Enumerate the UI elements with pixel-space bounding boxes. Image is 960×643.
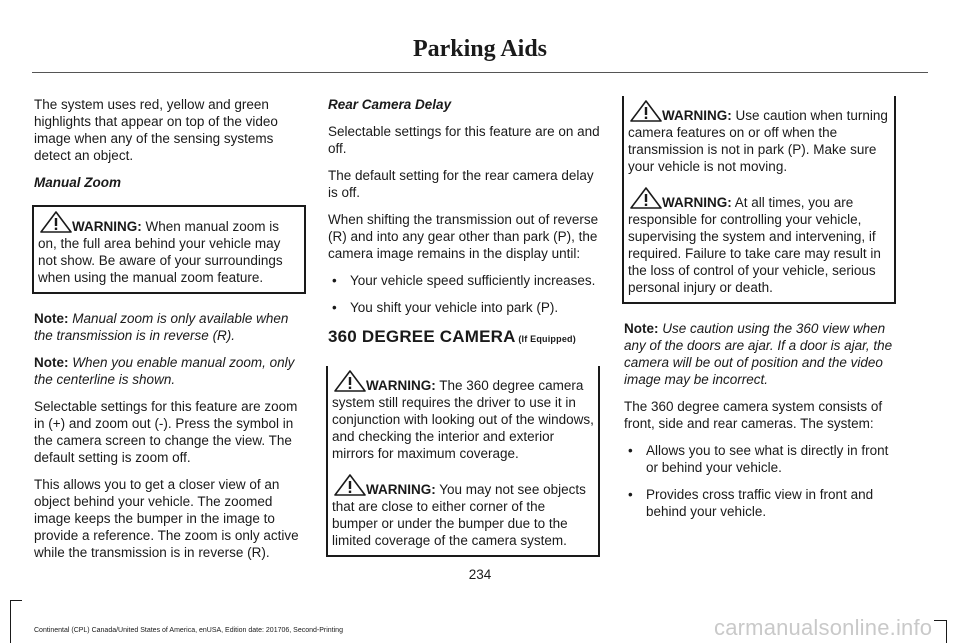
bullet-list xyxy=(328,272,600,316)
warning-label: WARNING: xyxy=(662,195,732,210)
section-title-suffix: (If Equipped) xyxy=(515,334,576,344)
crop-mark xyxy=(946,620,947,643)
column-1 xyxy=(34,96,306,571)
paragraph: This allows you to get a closer view of an object behind your vehicle. The zoomed image keeps the bumper in the image to provide a reference. The zoom is only active while the transmission is in reverse (R). xyxy=(34,477,299,560)
subheading-rear-camera-delay: Rear Camera Delay xyxy=(328,97,452,112)
warning-icon xyxy=(40,211,72,233)
section-title xyxy=(328,328,600,348)
crop-mark xyxy=(10,600,11,643)
warning-box xyxy=(326,366,600,557)
warning-icon xyxy=(630,187,662,209)
paragraph: Selectable settings for this feature are zoom in (+) and zoom out (-). Press the symbol in the camera screen to change the view. The default setting is zoom off. xyxy=(34,399,298,465)
list-item: • You shift your vehicle into park (P). xyxy=(328,299,600,316)
page-number: 234 xyxy=(468,567,492,582)
watermark: carmanualsonline.info xyxy=(714,615,933,640)
footer-edition-info: Continental (CPL) Canada/United States of America, enUSA, Edition date: 201706, Second-Printing xyxy=(34,627,343,634)
warning-text: Use caution when turning camera features on or off when the transmission is not in park (P). Make sure your vehicle is not moving. xyxy=(628,108,888,174)
warning-label: WARNING: xyxy=(366,378,436,393)
note xyxy=(624,320,896,388)
warning-icon xyxy=(334,474,366,496)
column-3 xyxy=(624,96,896,530)
warning-text: You may not see objects that are close to either corner of the bumper or under the bumper due to the limited coverage of the camera system. xyxy=(332,482,586,548)
note-label: Note: xyxy=(624,321,659,336)
bullet-list xyxy=(624,442,896,520)
paragraph: Selectable settings for this feature are on and off. xyxy=(328,124,600,156)
warning-box xyxy=(622,96,896,304)
warning-box xyxy=(32,205,306,294)
warning-label: WARNING: xyxy=(366,482,436,497)
note xyxy=(34,354,306,388)
note xyxy=(34,310,306,344)
list-item: • Allows you to see what is directly in front or behind your vehicle. xyxy=(624,442,896,476)
warning-text: At all times, you are responsible for controlling your vehicle, supervising the system and intervening, if required. Failure to take care may result in the loss of control of your vehicle, serious personal injury or death. xyxy=(628,195,881,295)
note-text: Use caution using the 360 view when any of the doors are ajar. If a door is ajar, the camera will be out of position and the video image may be incorrect. xyxy=(624,321,893,387)
warning-text: The 360 degree camera system still requires the driver to use it in conjunction with looking out of the windows, and checking the interior and exterior mirrors for maximum coverage. xyxy=(332,378,594,461)
crop-mark xyxy=(934,620,946,621)
note-label: Note: xyxy=(34,311,69,326)
note-text: Manual zoom is only available when the transmission is in reverse (R). xyxy=(34,311,289,343)
note-text: When you enable manual zoom, only the centerline is shown. xyxy=(34,355,295,387)
page-title: Parking Aids xyxy=(412,36,548,62)
crop-mark xyxy=(10,600,22,601)
paragraph: When shifting the transmission out of reverse (R) and into any gear other than park (P), the camera image remains in the display until: xyxy=(328,212,599,261)
subheading-manual-zoom: Manual Zoom xyxy=(34,175,121,190)
warning-label: WARNING: xyxy=(72,219,142,234)
note-label: Note: xyxy=(34,355,69,370)
warning-text: When manual zoom is on, the full area behind your vehicle may not show. Be aware of your surroundings when using the manual zoom feature. xyxy=(38,219,283,285)
paragraph: The default setting for the rear camera delay is off. xyxy=(328,168,594,200)
paragraph: The system uses red, yellow and green highlights that appear on top of the video image when any of the sensing systems detect an object. xyxy=(34,97,278,163)
warning-label: WARNING: xyxy=(662,108,732,123)
column-2 xyxy=(328,96,600,573)
header-divider xyxy=(32,72,928,73)
paragraph: The 360 degree camera system consists of front, side and rear cameras. The system: xyxy=(624,399,883,431)
list-item: • Provides cross traffic view in front and behind your vehicle. xyxy=(624,486,896,520)
warning-icon xyxy=(630,100,662,122)
warning-icon xyxy=(334,370,366,392)
list-item: • Your vehicle speed sufficiently increases. xyxy=(328,272,600,289)
section-title-text: 360 DEGREE CAMERA xyxy=(328,327,516,346)
